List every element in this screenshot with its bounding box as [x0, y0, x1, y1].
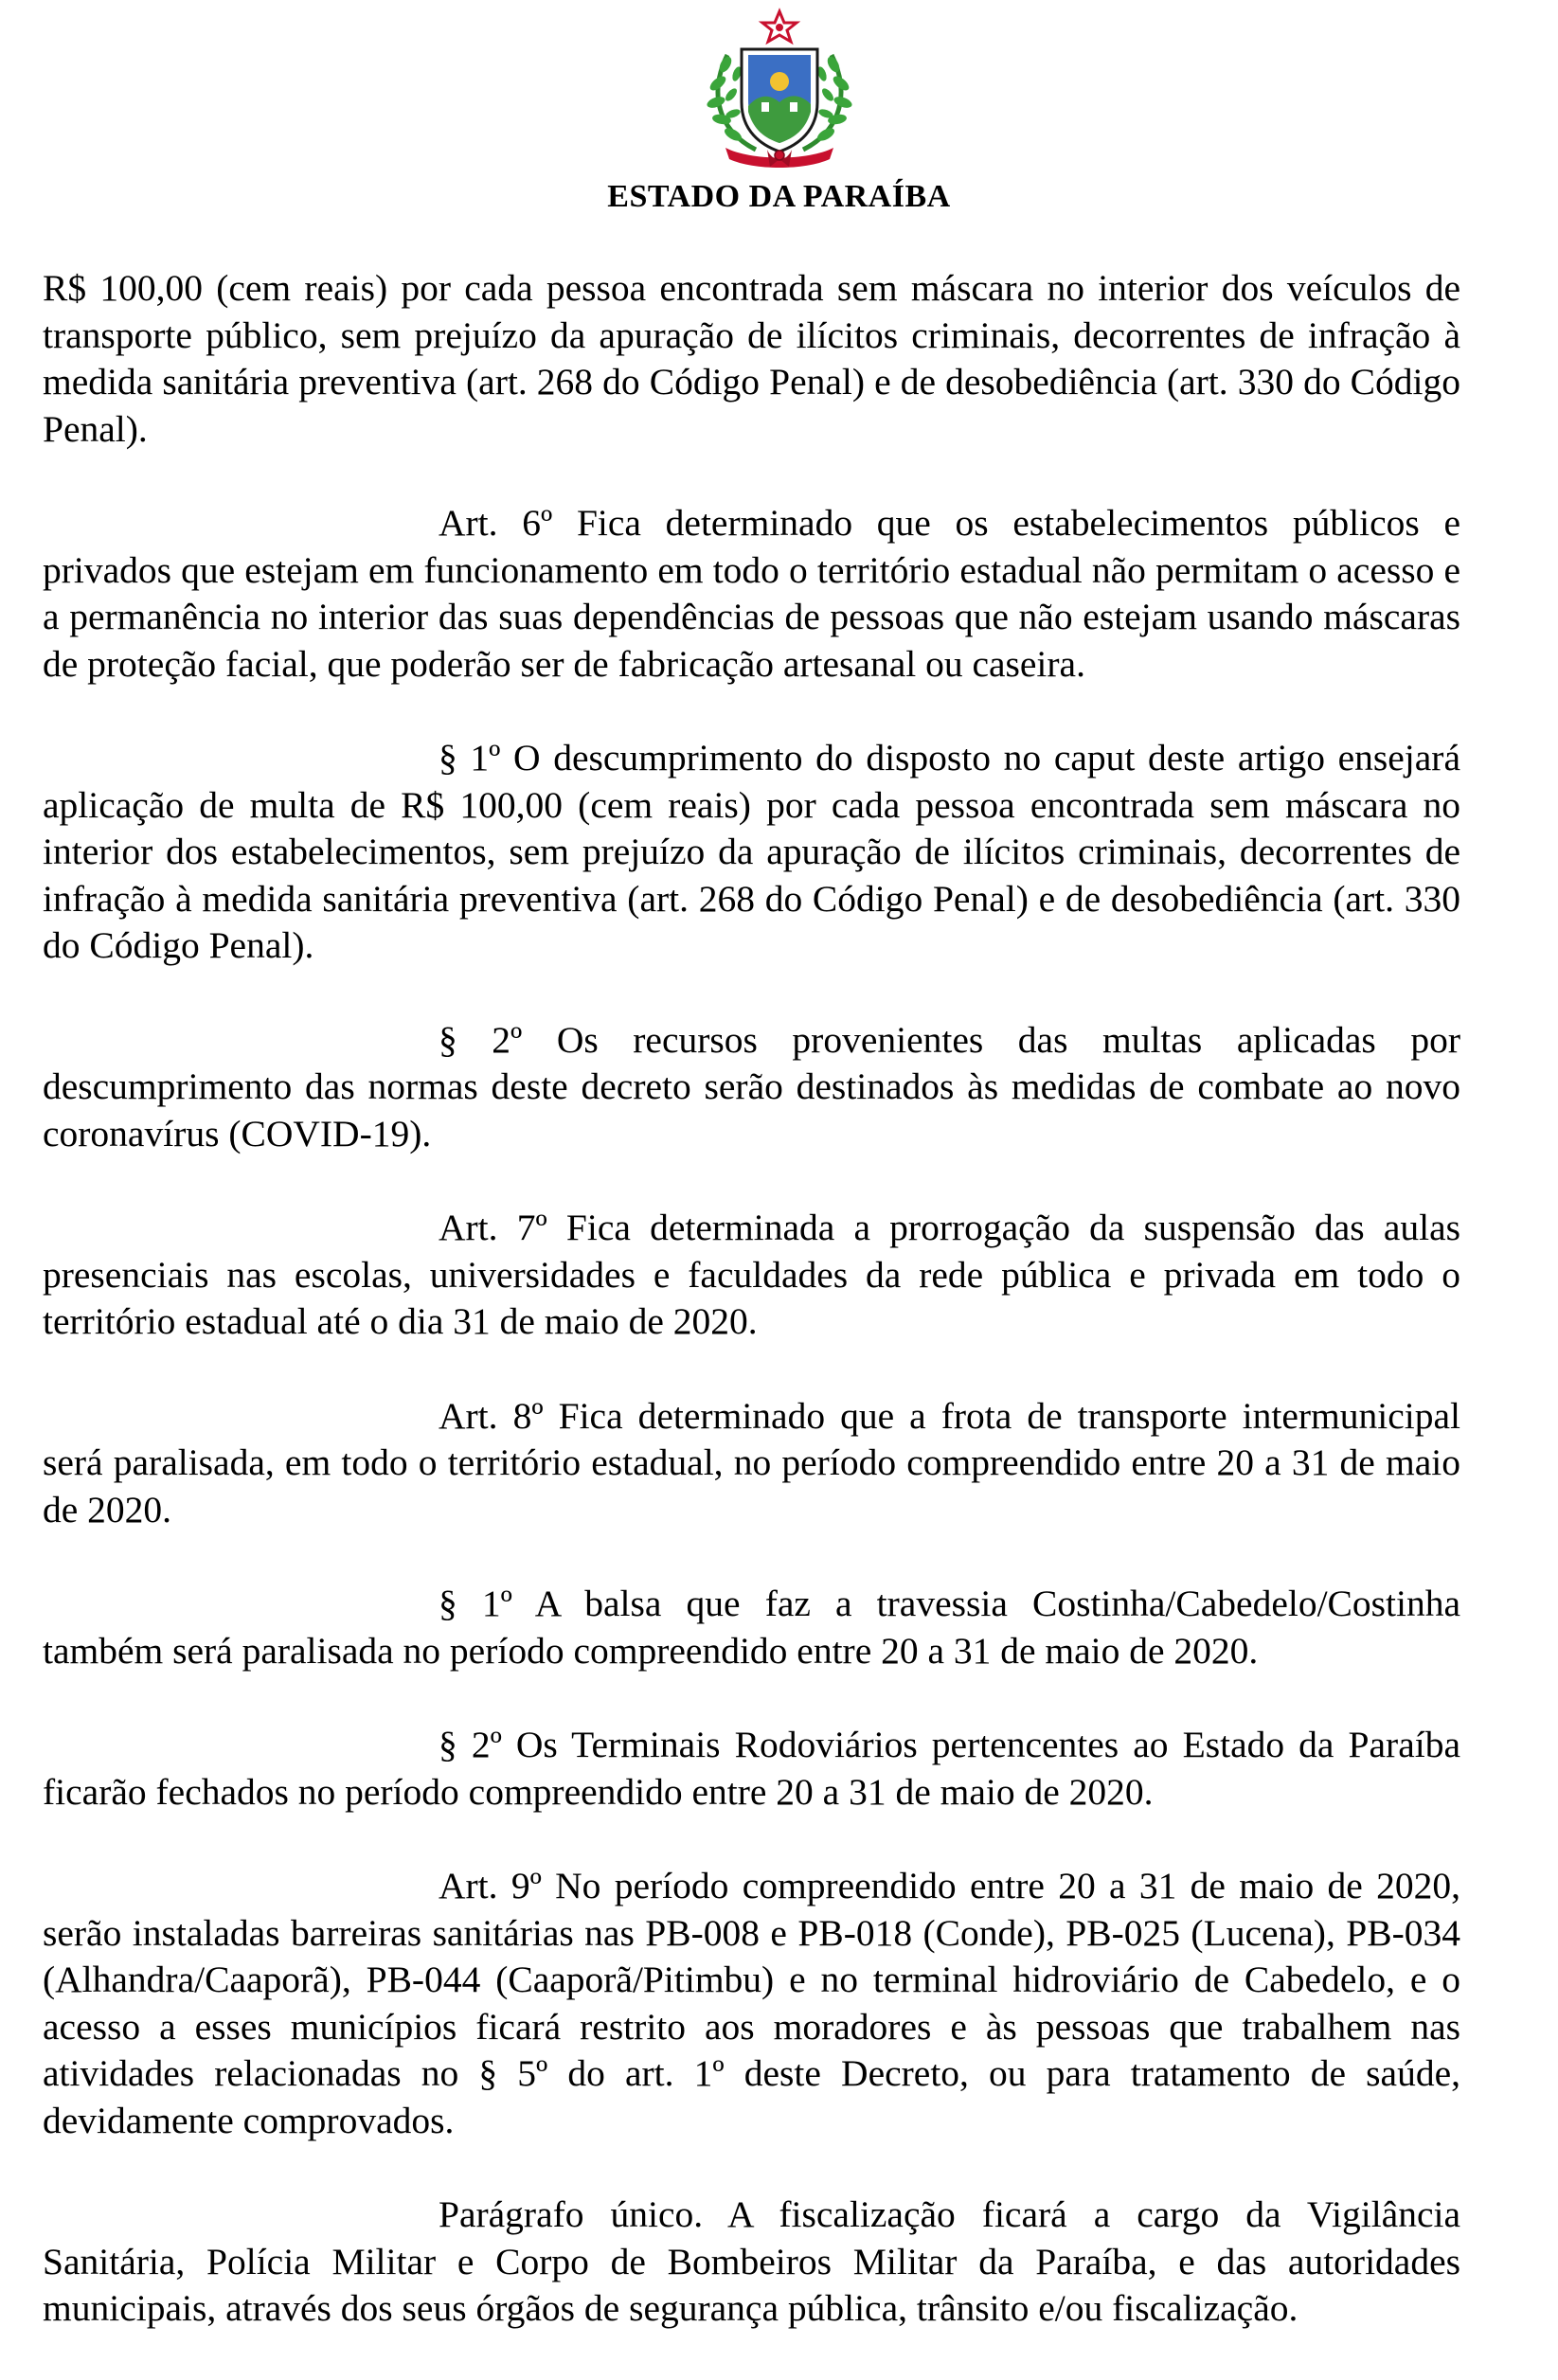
document-body	[43, 265, 1460, 2380]
paragraph-art-7: Art. 7º Fica determinada a prorrogação da suspensão das aulas presenciais nas escolas, universidades e faculdades da rede pública e privada em todo o território estadual até o dia 31 de maio de 2020.	[43, 1207, 1460, 1342]
document-header	[0, 8, 1558, 215]
paragraph-art-8: Art. 8º Fica determinado que a frota de transporte intermunicipal será paralisada, em todo o território estadual, no período compreendido entre 20 a 31 de maio de 2020.	[43, 1394, 1460, 1530]
paragraph-art-8-sec-2: § 2º Os Terminais Rodoviários pertencentes ao Estado da Paraíba ficarão fechados no período compreendido entre 20 a 31 de maio de 2020.	[43, 1724, 1460, 1813]
paragraph-art-6-sec-1: § 1º O descumprimento do disposto no caput deste artigo ensejará aplicação de multa de R$ 100,00 (cem reais) por cada pessoa encontrada sem máscara no interior dos estabelecimentos, sem prejuízo da apuração de ilícitos criminais, decorrentes de infração à medida sanitária preventiva (art. 268 do Código Penal) e de desobediência (art. 330 do Código Penal).	[43, 737, 1460, 966]
paragraph-art-9-sole: Parágrafo único. A fiscalização ficará a cargo da Vigilância Sanitária, Polícia Militar e Corpo de Bombeiros Militar da Paraíba, e das autoridades municipais, através dos seus órgãos de segurança pública, trânsito e/ou fiscalização.	[43, 2193, 1460, 2329]
paragraph-art-8-sec-1: § 1º A balsa que faz a travessia Costinha/Cabedelo/Costinha também será paralisada no período compreendido entre 20 a 31 de maio de 2020.	[43, 1583, 1460, 1672]
coat-of-arms-emblem	[699, 8, 860, 173]
paragraph-art-9: Art. 9º No período compreendido entre 20 a 31 de maio de 2020, serão instaladas barreiras sanitárias nas PB-008 e PB-018 (Conde), PB-025 (Lucena), PB-034 (Alhandra/Caaporã), PB-044 (Caaporã/Pitimbu) e no terminal hidroviário de Cabedelo, e o acesso a esses municípios ficará restrito aos moradores e às pessoas que trabalhem nas atividades relacionadas no § 5º do art. 1º deste Decreto, ou para tratamento de saúde, devidamente comprovados.	[43, 1865, 1460, 2141]
paragraph-art-6: Art. 6º Fica determinado que os estabelecimentos públicos e privados que estejam em funcionamento em todo o território estadual não permitam o acesso e a permanência no interior das suas dependências de pessoas que não estejam usando máscaras de proteção facial, que poderão ser de fabricação artesanal ou caseira.	[43, 502, 1460, 685]
paragraph-art-6-sec-2: § 2º Os recursos provenientes das multas aplicadas por descumprimento das normas deste decreto serão destinados às medidas de combate ao novo coronavírus (COVID-19).	[43, 1018, 1460, 1154]
state-name-heading: ESTADO DA PARAÍBA	[607, 179, 951, 214]
paragraph-fine-vehicles: R$ 100,00 (cem reais) por cada pessoa encontrada sem máscara no interior dos veículos de transporte público, sem prejuízo da apuração de ilícitos criminais, decorrentes de infração à medida sanitária preventiva (art. 268 do Código Penal) e de desobediência (art. 330 do Código Penal).	[43, 267, 1460, 450]
